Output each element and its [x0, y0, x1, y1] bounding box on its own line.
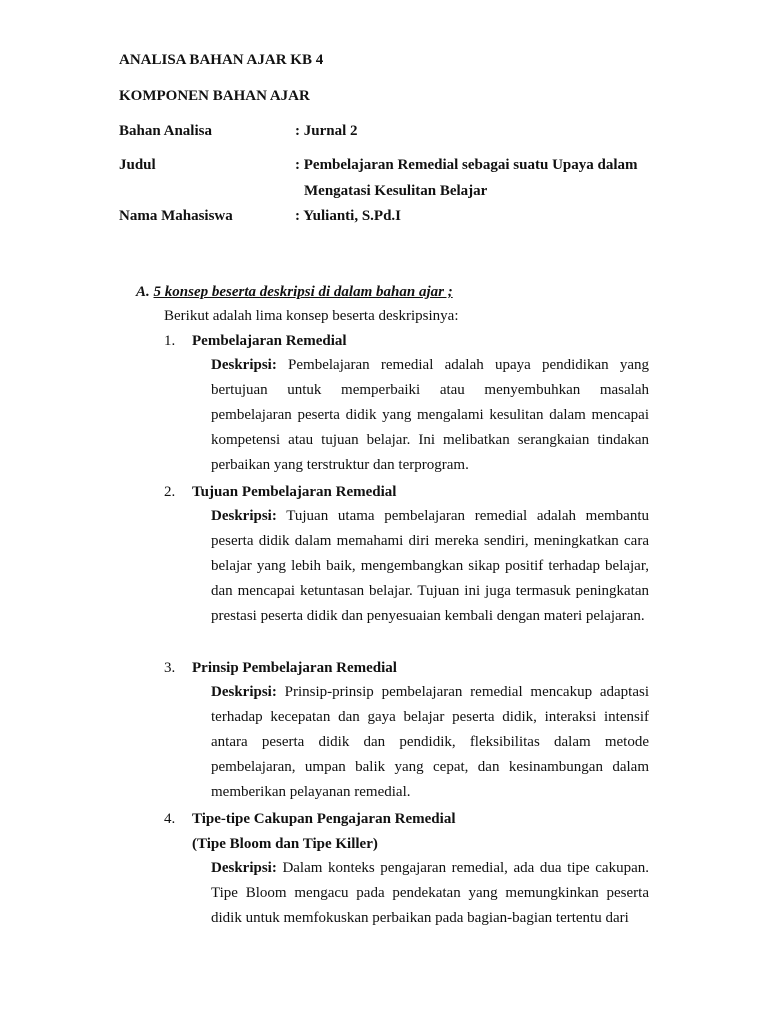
- item-subtitle: (Tipe Bloom dan Tipe Killer): [192, 836, 378, 852]
- description-text: Tujuan utama pembelajaran remedial adalah membantu peserta didik dalam memahami diri mereka sendiri, meningkatkan cara belajar yang lebih baik, mengembangkan sikap positif terhadap belajar, dan mencapai ketuntasan belajar. Tujuan ini juga termasuk peningkatan prestasi peserta didik dan penyesuaian kembali dengan materi pelajaran.: [211, 508, 649, 624]
- meta-judul-value: : Pembelajaran Remedial sebagai suatu Upaya dalam: [295, 157, 638, 173]
- item-title: Prinsip Pembelajaran Remedial: [192, 660, 397, 676]
- section-a-marker: A.: [136, 284, 150, 300]
- item-description: [211, 504, 649, 629]
- item-number: 1.: [164, 333, 176, 349]
- item-description: [211, 353, 649, 478]
- doc-title: ANALISA BAHAN AJAR KB 4: [119, 52, 324, 68]
- doc-subtitle: KOMPONEN BAHAN AJAR: [119, 88, 310, 104]
- section-a-title: 5 konsep beserta deskripsi di dalam bahan ajar ;: [153, 284, 453, 300]
- meta-nama-label: Nama Mahasiswa: [119, 208, 233, 224]
- meta-bahan-label: Bahan Analisa: [119, 123, 212, 139]
- item-number: 2.: [164, 484, 176, 500]
- description-text: Pembelajaran remedial adalah upaya pendidikan yang bertujuan untuk memperbaiki atau menyembuhkan masalah pembelajaran peserta didik yang mengalami kesulitan dalam mencapai kompetensi atau tujuan belajar. Ini melibatkan serangkaian tindakan perbaikan yang terstruktur dan terprogram.: [211, 357, 649, 473]
- meta-bahan-value: : Jurnal 2: [295, 123, 358, 139]
- item-title: Tujuan Pembelajaran Remedial: [192, 484, 397, 500]
- description-label: Deskripsi:: [211, 357, 277, 373]
- meta-judul-label: Judul: [119, 157, 156, 173]
- item-description: [211, 680, 649, 805]
- description-label: Deskripsi:: [211, 684, 277, 700]
- item-title: Pembelajaran Remedial: [192, 333, 347, 349]
- section-a-heading: [136, 283, 453, 301]
- meta-nama-value: : Yulianti, S.Pd.I: [295, 208, 402, 224]
- description-text: Prinsip-prinsip pembelajaran remedial mencakup adaptasi terhadap kecepatan dan gaya belajar peserta didik, interaksi intensif antara peserta didik dan pendidik, fleksibilitas dalam metode pembelajaran, umpan balik yang cepat, dan kesinambungan dalam memberikan pelayanan remedial.: [211, 684, 649, 800]
- description-label: Deskripsi:: [211, 860, 277, 876]
- description-text: Dalam konteks pengajaran remedial, ada dua tipe cakupan. Tipe Bloom mengacu pada pendekatan yang memungkinkan peserta didik untuk memfokuskan perbaikan pada bagian-bagian tertentu dari: [211, 860, 649, 926]
- item-number: 3.: [164, 660, 176, 676]
- item-title: Tipe-tipe Cakupan Pengajaran Remedial: [192, 811, 456, 827]
- item-description: [211, 856, 649, 931]
- meta-judul-value-cont: Mengatasi Kesulitan Belajar: [304, 183, 488, 199]
- description-label: Deskripsi:: [211, 508, 277, 524]
- item-number: 4.: [164, 811, 176, 827]
- section-a-intro: Berikut adalah lima konsep beserta deskripsinya:: [164, 308, 459, 324]
